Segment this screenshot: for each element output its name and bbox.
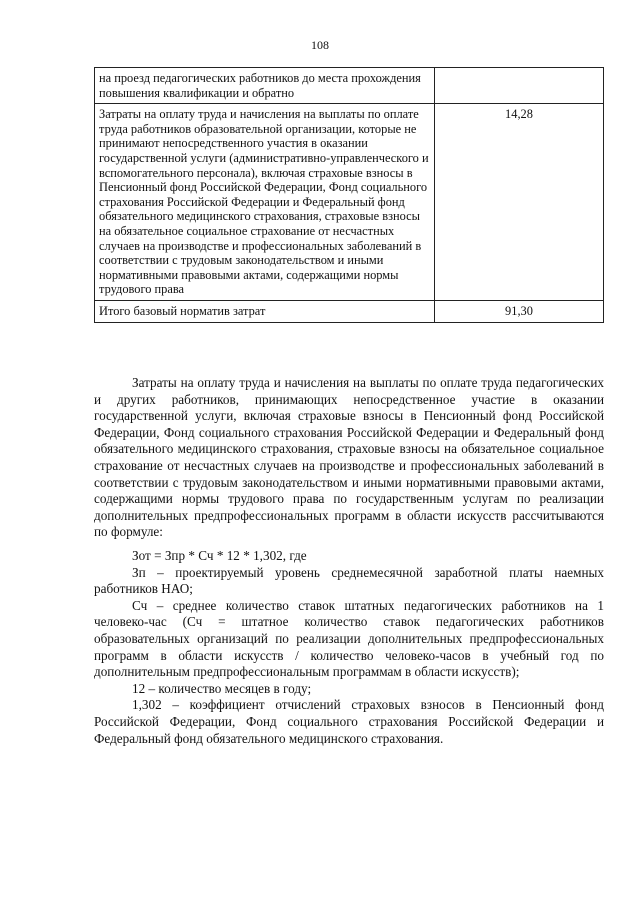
row-label: Итого базовый норматив затрат [95,300,435,322]
table-row [95,68,604,104]
row-value [435,68,604,104]
row-label: Затраты на оплату труда и начисления на выплаты по оплате труда работников образовательной организации, которые не принимают непосредственного участия в оказании государственной услуги (административно-управленческого и вспомогательного персонала), включая страховые взносы в Пенсионный фонд Российской Федерации, Фонд социального страхования Российской Федерации и Федеральный фонд обязательного медицинского страхования, страховые взносы на обязательное социальное страхование от несчастных случаев на производстве и профессиональных заболеваний в соответствии с трудовым законодательством и иными нормативными правовыми актами, содержащими нормы трудового права [95,104,435,301]
table-row [95,104,604,301]
row-value: 14,28 [435,104,604,301]
formula-block [94,548,604,747]
main-paragraph-block [94,375,604,541]
row-label: на проезд педагогических работников до места прохождения повышения квалификации и обратно [95,68,435,104]
definition-months: 12 – количество месяцев в году; [132,680,312,696]
table-row [95,300,604,322]
definition-sch: Сч – среднее количество ставок штатных педагогических работников на 1 человеко-час (Сч = штатное количество ставок педагогических работников образовательных организаций по реализации дополнительных предпрофессиональных программ в области искусств / количество человеко-часов в учебный год по дополнительным предпрофессиональным программам в области искусств); [94,597,604,680]
row-value: 91,30 [435,300,604,322]
cost-table [94,67,604,323]
page-number: 108 [311,38,329,52]
formula: Зот = Зпр * Сч * 12 * 1,302, где [132,548,307,563]
definition-coefficient: 1,302 – коэффициент отчислений страховых взносов в Пенсионный фонд Российской Федерации, Фонд социального страхования Российской Федерации и Федеральный фонд обязательного медицинского страхования. [94,697,604,746]
main-paragraph: Затраты на оплату труда и начисления на выплаты по оплате труда педагогических и других работников, принимающих непосредственное участие в оказании государственной услуги, включая страховые взносы в Пенсионный фонд Российской Федерации, Фонд социального страхования Российской Федерации и Федеральный фонд обязательного медицинского страхования, страховые взносы на обязательное социальное страхование от несчастных случаев на производстве и профессиональных заболеваний в соответствии с трудовым законодательством и иными нормативными правовыми актами, содержащими нормы трудового права по государственным услугам по реализации дополнительных предпрофессиональных программ в области искусств рассчитываются по формуле: [94,375,604,540]
definition-zp: Зп – проектируемый уровень среднемесячной заработной платы наемных работников НАО; [94,564,604,597]
